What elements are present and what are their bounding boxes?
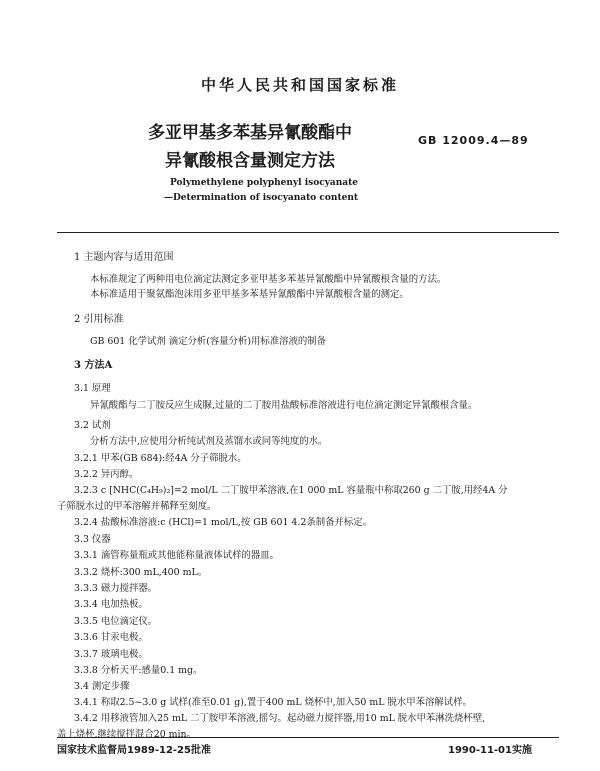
body-line-17: 3.3.2 烧杯:300 mL,400 mL。 <box>74 567 208 578</box>
body-line-1: 本标准规定了两种用电位滴定法测定多亚甲基多苯基异氰酸酯中异氰酸根含量的方法。 <box>90 274 447 285</box>
body-line-13: 子筛脱水过的甲苯溶解并稀释至刻度。 <box>57 501 217 512</box>
body-line-0: 1 主题内容与适用范围 <box>74 252 174 263</box>
implementation-date: 1990-11-01实施 <box>448 745 532 756</box>
standard-code: GB 12009.4—89 <box>418 134 529 147</box>
body-line-6: 3.1 原理 <box>74 383 111 394</box>
body-line-9: 分析方法中,应使用分析纯试剂及蒸馏水或同等纯度的水。 <box>90 436 328 447</box>
body-line-24: 3.4 测定步骤 <box>74 681 130 692</box>
body-line-4: GB 601 化学试剂 滴定分析(容量分析)用标准溶液的制备 <box>90 336 327 347</box>
body-line-20: 3.3.5 电位滴定仪。 <box>74 616 158 627</box>
body-line-2: 本标准适用于聚氨酯泡沫用多亚甲基多苯基异氰酸酯中异氰酸根含量的测定。 <box>90 289 409 300</box>
approval-date: 国家技术监督局1989-12-25批准 <box>57 745 211 756</box>
top-rule <box>57 232 559 233</box>
standard-org-header: 中华人民共和国国家标准 <box>200 76 399 94</box>
title-line-1: 多亚甲基多苯基异氰酸酯中 <box>148 123 352 143</box>
body-line-8: 3.2 试剂 <box>74 420 111 431</box>
body-line-11: 3.2.2 异丙醇。 <box>74 469 139 480</box>
body-line-23: 3.3.8 分析天平:感量0.1 mg。 <box>74 665 203 676</box>
body-line-25: 3.4.1 称取2.5~3.0 g 试样(准至0.01 g),置于400 mL 烧杯中,加入50 mL 脱水甲苯溶解试样。 <box>74 697 472 708</box>
body-line-21: 3.3.6 甘汞电极。 <box>74 632 148 643</box>
body-line-7: 异氰酸酯与二丁胺反应生成脲,过量的二丁胺用盐酸标准溶液进行电位滴定测定异氰酸根含量。 <box>90 400 478 411</box>
body-line-10: 3.2.1 甲苯(GB 684):经4A 分子筛脱水。 <box>74 453 247 464</box>
body-line-15: 3.3 仪器 <box>74 534 111 545</box>
bottom-rule <box>57 737 559 738</box>
body-line-18: 3.3.3 磁力搅拌器。 <box>74 583 158 594</box>
body-line-3: 2 引用标准 <box>74 314 124 325</box>
body-line-26: 3.4.2 用移液管加入25 mL 二丁胺甲苯溶液,摇匀。起动磁力搅拌器,用10 mL 脱水甲苯淋洗烧杯壁, <box>74 713 486 724</box>
body-line-12: 3.2.3 c [NHC(C₄H₉)₂]=2 mol/L 二丁胺甲苯溶液,在1 000 mL 容量瓶中称取260 g 二丁胺,用经4A 分 <box>74 485 508 496</box>
body-line-14: 3.2.4 盐酸标准溶液:c (HCl)=1 mol/L,按 GB 601 4.2条制备并标定。 <box>74 517 372 528</box>
title-line-2: 异氰酸根含量测定方法 <box>165 151 335 171</box>
body-line-27: 盖上烧杯,继续搅拌混合20 min。 <box>57 729 196 740</box>
english-title-2: —Determination of isocyanato content <box>164 193 359 203</box>
body-line-19: 3.3.4 电加热板。 <box>74 599 148 610</box>
english-title-1: Polymethylene polyphenyl isocyanate <box>170 178 359 188</box>
body-line-16: 3.3.1 滴管称量瓶或其他能称量液体试样的器皿。 <box>74 550 279 561</box>
body-line-22: 3.3.7 玻璃电极。 <box>74 649 148 660</box>
body-line-5: 3 方法A <box>74 360 113 371</box>
